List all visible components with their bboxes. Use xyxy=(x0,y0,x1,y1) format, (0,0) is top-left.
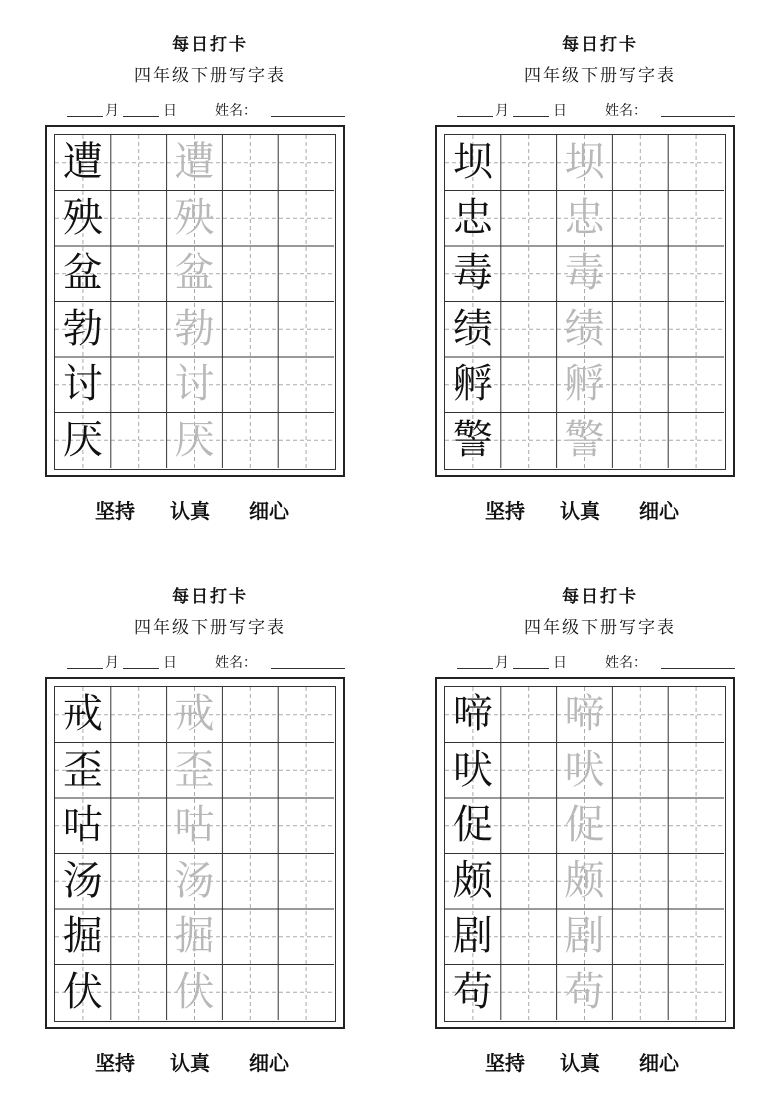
date-name-line xyxy=(45,652,375,672)
model-character: 厌 xyxy=(62,416,103,463)
name-label: 姓名： xyxy=(215,103,257,119)
card-title: 每日打卡 xyxy=(562,587,638,607)
writing-frame xyxy=(45,125,345,477)
motto-word: 坚持 xyxy=(485,499,525,523)
name-blank xyxy=(661,100,735,117)
name-label: 姓名： xyxy=(605,103,647,119)
tianzige-grid xyxy=(444,686,726,1022)
trace-character: 警 xyxy=(564,416,605,463)
tianzige-grid xyxy=(54,134,336,470)
motto-word: 认真 xyxy=(560,499,600,523)
model-character: 盆 xyxy=(62,250,103,296)
model-character: 汤 xyxy=(62,857,103,904)
trace-character: 殃 xyxy=(174,194,215,241)
model-character: 殃 xyxy=(62,194,103,241)
model-character: 掘 xyxy=(62,913,103,959)
card-subtitle: 四年级下册写字表 xyxy=(134,66,286,86)
trace-character: 掘 xyxy=(174,913,215,959)
practice-card xyxy=(435,30,765,530)
model-character: 歪 xyxy=(62,746,103,793)
model-character: 促 xyxy=(452,802,493,848)
date-name-line xyxy=(435,652,765,672)
trace-character: 啼 xyxy=(564,691,605,737)
day-label: 日 xyxy=(163,103,177,119)
card-subtitle: 四年级下册写字表 xyxy=(134,618,286,638)
tianzige-grid xyxy=(444,134,726,470)
trace-character: 颇 xyxy=(564,857,605,904)
motto-word: 坚持 xyxy=(95,1051,135,1075)
trace-character: 汤 xyxy=(174,857,215,904)
name-blank xyxy=(661,652,735,669)
trace-character: 讨 xyxy=(174,361,215,407)
day-label: 日 xyxy=(163,655,177,671)
model-character: 戒 xyxy=(62,691,103,737)
month-blank xyxy=(67,652,103,669)
name-blank xyxy=(271,652,345,669)
trace-character: 遭 xyxy=(174,139,215,185)
day-label: 日 xyxy=(553,103,567,119)
day-blank xyxy=(513,100,549,117)
trace-character: 苟 xyxy=(564,968,605,1015)
motto-word: 认真 xyxy=(170,499,210,523)
writing-frame xyxy=(435,125,735,477)
date-name-line xyxy=(435,100,765,120)
trace-character: 坝 xyxy=(564,139,605,185)
day-blank xyxy=(123,100,159,117)
practice-card xyxy=(435,582,765,1082)
model-character: 孵 xyxy=(452,361,493,407)
trace-character: 伏 xyxy=(174,968,215,1015)
day-blank xyxy=(513,652,549,669)
trace-character: 吠 xyxy=(564,746,605,793)
card-title: 每日打卡 xyxy=(172,35,248,55)
month-blank xyxy=(67,100,103,117)
trace-character: 剧 xyxy=(564,913,605,959)
day-blank xyxy=(123,652,159,669)
trace-character: 厌 xyxy=(174,416,215,463)
trace-character: 孵 xyxy=(564,361,605,407)
trace-character: 戒 xyxy=(174,691,215,737)
trace-character: 勃 xyxy=(174,305,215,352)
month-label: 月 xyxy=(495,655,509,671)
practice-card xyxy=(45,582,375,1082)
model-character: 啼 xyxy=(452,691,493,737)
name-label: 姓名： xyxy=(605,655,647,671)
model-character: 勃 xyxy=(62,305,103,352)
model-character: 坝 xyxy=(452,139,493,185)
day-label: 日 xyxy=(553,655,567,671)
model-character: 绩 xyxy=(452,305,493,352)
model-character: 咕 xyxy=(62,802,103,848)
motto-word: 坚持 xyxy=(485,1051,525,1075)
month-label: 月 xyxy=(105,103,119,119)
model-character: 颇 xyxy=(452,857,493,904)
practice-card xyxy=(45,30,375,530)
month-blank xyxy=(457,100,493,117)
motto-word: 细心 xyxy=(639,499,679,523)
card-subtitle: 四年级下册写字表 xyxy=(524,66,676,86)
motto-word: 细心 xyxy=(639,1051,679,1075)
trace-character: 毒 xyxy=(564,250,605,296)
card-subtitle: 四年级下册写字表 xyxy=(524,618,676,638)
writing-frame xyxy=(435,677,735,1029)
motto-word: 细心 xyxy=(249,1051,289,1075)
model-character: 剧 xyxy=(452,913,493,959)
tianzige-grid xyxy=(54,686,336,1022)
trace-character: 咕 xyxy=(174,802,215,848)
motto-word: 认真 xyxy=(170,1051,210,1075)
model-character: 警 xyxy=(452,416,493,463)
trace-character: 歪 xyxy=(174,746,215,793)
month-blank xyxy=(457,652,493,669)
model-character: 忠 xyxy=(452,194,493,241)
model-character: 吠 xyxy=(452,746,493,793)
model-character: 伏 xyxy=(62,968,103,1015)
name-blank xyxy=(271,100,345,117)
trace-character: 盆 xyxy=(174,250,215,296)
model-character: 毒 xyxy=(452,250,493,296)
writing-frame xyxy=(45,677,345,1029)
trace-character: 忠 xyxy=(564,194,605,241)
month-label: 月 xyxy=(105,655,119,671)
date-name-line xyxy=(45,100,375,120)
motto-word: 认真 xyxy=(560,1051,600,1075)
name-label: 姓名： xyxy=(215,655,257,671)
card-title: 每日打卡 xyxy=(562,35,638,55)
month-label: 月 xyxy=(495,103,509,119)
model-character: 讨 xyxy=(62,361,103,407)
motto-word: 细心 xyxy=(249,499,289,523)
trace-character: 绩 xyxy=(564,305,605,352)
model-character: 遭 xyxy=(62,139,103,185)
model-character: 苟 xyxy=(452,968,493,1015)
card-title: 每日打卡 xyxy=(172,587,248,607)
trace-character: 促 xyxy=(564,802,605,848)
motto-word: 坚持 xyxy=(95,499,135,523)
